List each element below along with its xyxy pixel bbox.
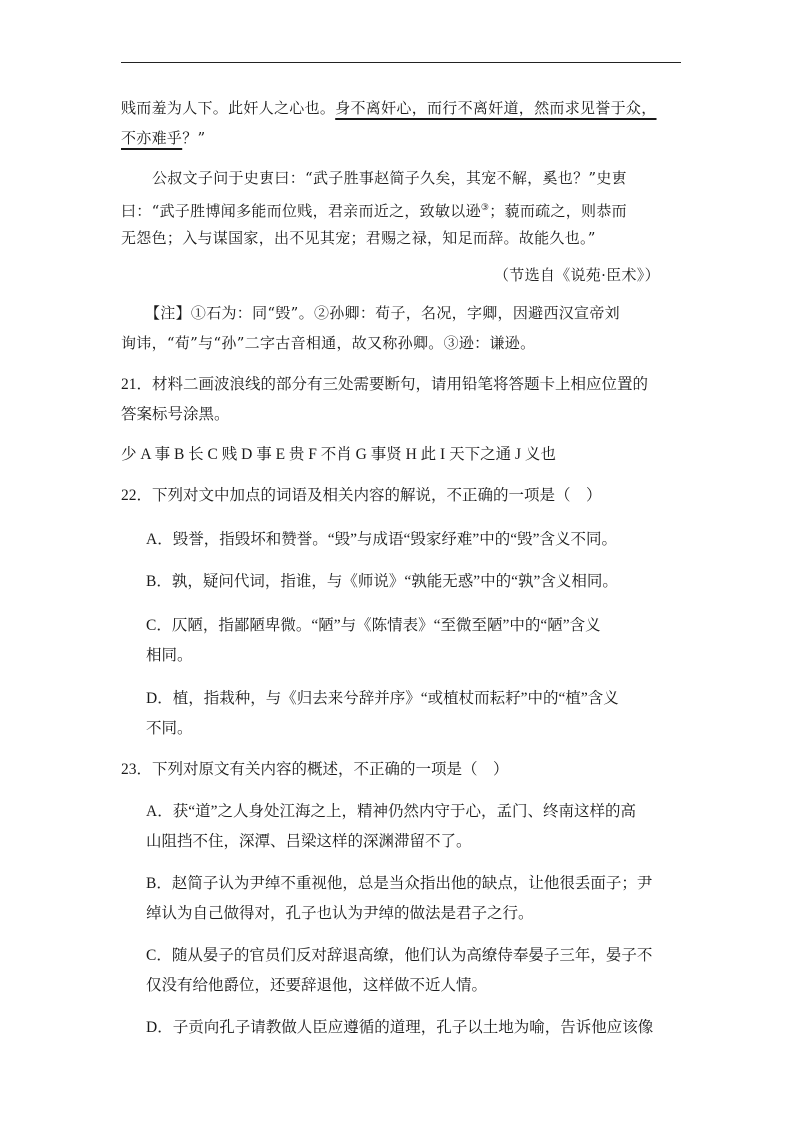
- note-line-1: 【注】①石为：同“毁”。②孙卿：荀子，名况，字卿，因避西汉宣帝刘: [145, 304, 620, 322]
- q21-stem-line-2: 答案标号涂黑。: [121, 406, 230, 423]
- footnote-marker: ③: [480, 203, 490, 213]
- q23-option-a-line-1: A．获“道”之人身处江海之上，精神仍然内守于心，孟门、终南这样的高: [146, 803, 636, 820]
- passage-text: 曰：“武子胜博闻多能而位贱，君亲而近之，致敏以逊: [121, 202, 481, 220]
- q22-option-c-line-2: 相同。: [146, 647, 193, 664]
- underlined-text: 不亦难乎: [121, 129, 183, 147]
- note-line-2: 询讳，“荀”与“孙”二字古音相通，故又称孙卿。③逊：谦逊。: [121, 334, 536, 352]
- underlined-text: 身不离奸心，而行不离奸道，然而求见誉于众，: [335, 99, 657, 117]
- passage-text: ；藐而疏之，则恭而: [489, 202, 627, 220]
- q23-option-c-line-1: C．随从晏子的官员们反对辞退高缭，他们认为高缭侍奉晏子三年，晏子不: [146, 947, 653, 964]
- q22-option-a: A．毁誉，指毁坏和赞誉。“毁”与成语“毁家纾难”中的“毁”含义不同。: [146, 531, 617, 548]
- passage-p2-line-3: 无怨色；入与谋国家，出不见其宠；君赐之禄，知足而辞。故能久也。”: [121, 229, 596, 247]
- passage-text: ？”: [182, 129, 206, 147]
- q22-option-c-line-1: C．仄陋，指鄙陋卑微。“陋”与《陈情表》“至微至陋”中的“陋”含义: [146, 617, 601, 634]
- q21-sentence: 少 A 事 B 长 C 贱 D 事 E 贵 F 不肖 G 事贤 H 此 I 天下之通 J 义也: [121, 446, 556, 463]
- q22-stem: 22．下列对文中加点的词语及相关内容的解说，不正确的一项是（ ）: [121, 487, 602, 504]
- q21-stem-line-1: 21．材料二画波浪线的部分有三处需要断句，请用铅笔将答题卡上相应位置的: [121, 376, 649, 393]
- q22-option-b: B．孰，疑问代词，指谁，与《师说》“孰能无惑”中的“孰”含义相同。: [146, 573, 618, 590]
- q22-option-d-line-1: D．植，指栽种，与《归去来兮辞并序》“或植杖而耘耔”中的“植”含义: [146, 690, 619, 707]
- q22-option-d-line-2: 不同。: [146, 720, 193, 737]
- q23-option-b-line-2: 绰认为自己做得对，孔子也认为尹绰的做法是君子之行。: [146, 905, 534, 922]
- q23-option-d-line-1: D．子贡向孔子请教做人臣应遵循的道理，孔子以土地为喻，告诉他应该像: [146, 1019, 654, 1036]
- q23-option-a-line-2: 山阻挡不住，深潭、吕梁这样的深渊滞留不了。: [146, 833, 472, 850]
- passage-line-1: [121, 93, 657, 123]
- q23-stem: 23．下列对原文有关内容的概述，不正确的一项是（ ）: [121, 761, 509, 778]
- q23-option-b-line-1: B．赵简子认为尹绰不重视他，总是当众指出他的缺点，让他很丢面子；尹: [146, 875, 653, 892]
- passage-p2-line-2: [121, 193, 627, 226]
- passage-line-2: [121, 123, 205, 153]
- passage-p2-line-1: 公叔文子问于史叀曰：“武子胜事赵简子久矣，其宠不解，奚也？”史叀: [152, 169, 627, 187]
- header-rule: [121, 62, 681, 63]
- passage-text: 贱而羞为人下。此奸人之心也。: [121, 99, 336, 117]
- passage-source: （节选自《说苑·臣术》）: [494, 266, 660, 284]
- q23-option-c-line-2: 仅没有给他爵位，还要辞退他，这样做不近人情。: [146, 977, 488, 994]
